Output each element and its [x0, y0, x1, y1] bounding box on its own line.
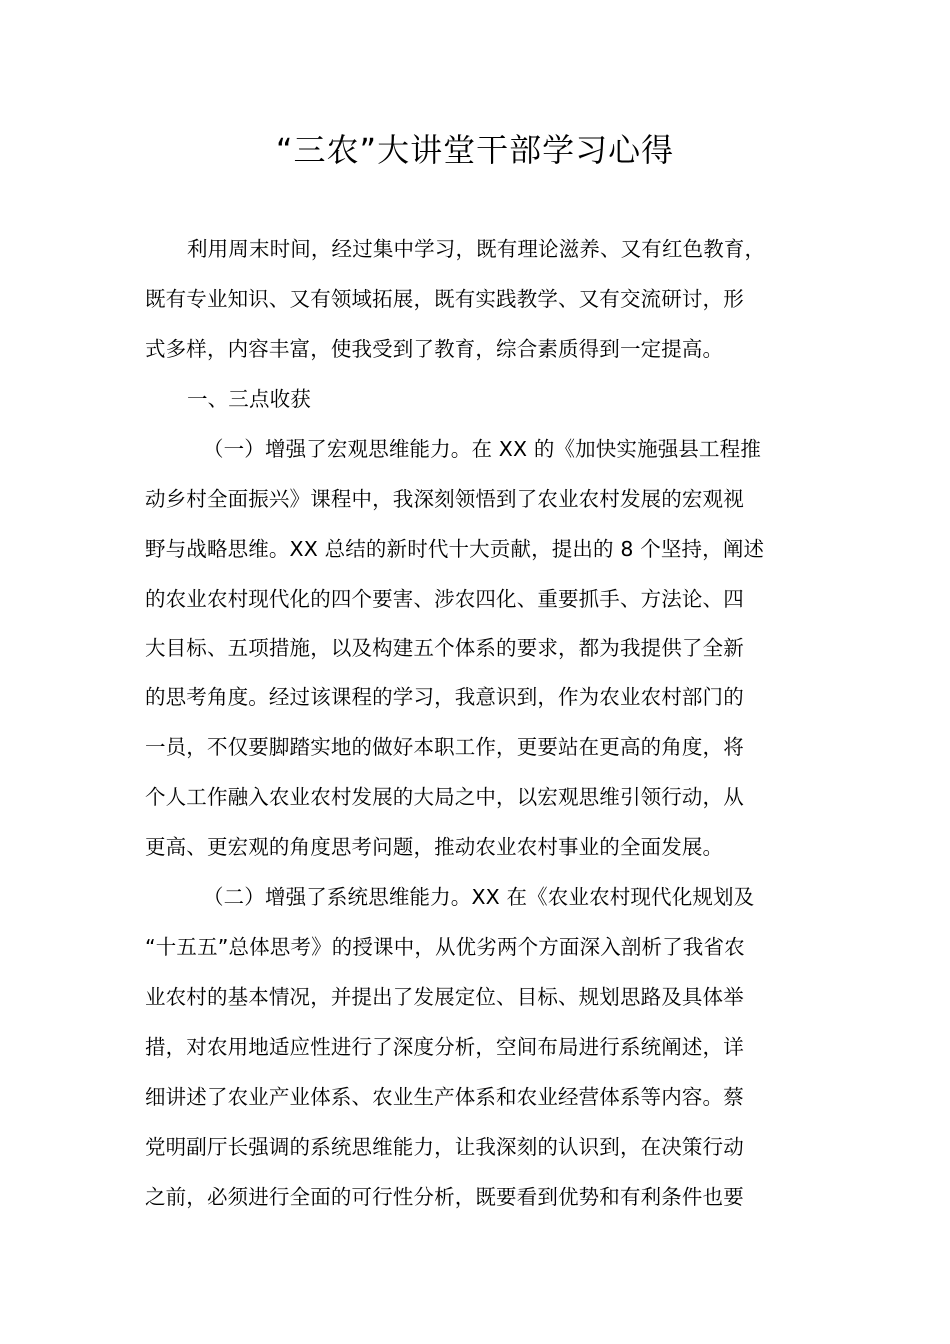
subsection-2-line-4: 措，对农用地适应性进行了深度分析，空间布局进行系统阐述，详 — [145, 1035, 744, 1059]
subsection-1-line-5: 大目标、五项措施，以及构建五个体系的要求，都为我提供了全新 — [145, 636, 744, 660]
subsection-2-line-1: （二）增强了系统思维能力。XX 在《农业农村现代化规划及 — [203, 885, 755, 909]
subsection-2-line-3: 业农村的基本情况，并提出了发展定位、目标、规划思路及具体举 — [145, 985, 744, 1009]
subsection-2-line-7: 之前，必须进行全面的可行性分析，既要看到优势和有利条件也要 — [145, 1185, 744, 1209]
subsection-1-line-9: 更高、更宏观的角度思考问题，推动农业农村事业的全面发展。 — [145, 835, 724, 859]
subsection-1-line-3: 野与战略思维。XX 总结的新时代十大贡献，提出的 8 个坚持，阐述 — [145, 537, 765, 561]
document-title: “三农”大讲堂干部学习心得 — [275, 131, 675, 169]
paragraph-intro-line-1: 利用周末时间，经过集中学习，既有理论滋养、又有红色教育， — [187, 237, 766, 261]
subsection-1-line-6: 的思考角度。经过该课程的学习，我意识到，作为农业农村部门的 — [145, 685, 744, 709]
subsection-1-line-8: 个人工作融入农业农村发展的大局之中，以宏观思维引领行动，从 — [145, 785, 744, 809]
subsection-1-line-2: 动乡村全面振兴》课程中，我深刻领悟到了农业农村发展的宏观视 — [145, 487, 744, 511]
subsection-2-line-2: “十五五”总体思考》的授课中，从优劣两个方面深入剖析了我省农 — [145, 935, 745, 959]
subsection-1-line-7: 一员，不仅要脚踏实地的做好本职工作，更要站在更高的角度，将 — [145, 735, 744, 759]
subsection-1-line-4: 的农业农村现代化的四个要害、涉农四化、重要抓手、方法论、四 — [145, 587, 744, 611]
paragraph-intro-line-2: 既有专业知识、又有领域拓展，既有实践教学、又有交流研讨，形 — [145, 287, 744, 311]
subsection-2-line-5: 细讲述了农业产业体系、农业生产体系和农业经营体系等内容。蔡 — [145, 1085, 744, 1109]
paragraph-intro-line-3: 式多样，内容丰富，使我受到了教育，综合素质得到一定提高。 — [145, 337, 724, 361]
subsection-1-line-1: （一）增强了宏观思维能力。在 XX 的《加快实施强县工程推 — [203, 437, 761, 461]
subsection-2-line-6: 党明副厅长强调的系统思维能力，让我深刻的认识到，在决策行动 — [145, 1135, 744, 1159]
section-heading: 一、三点收获 — [187, 387, 311, 411]
